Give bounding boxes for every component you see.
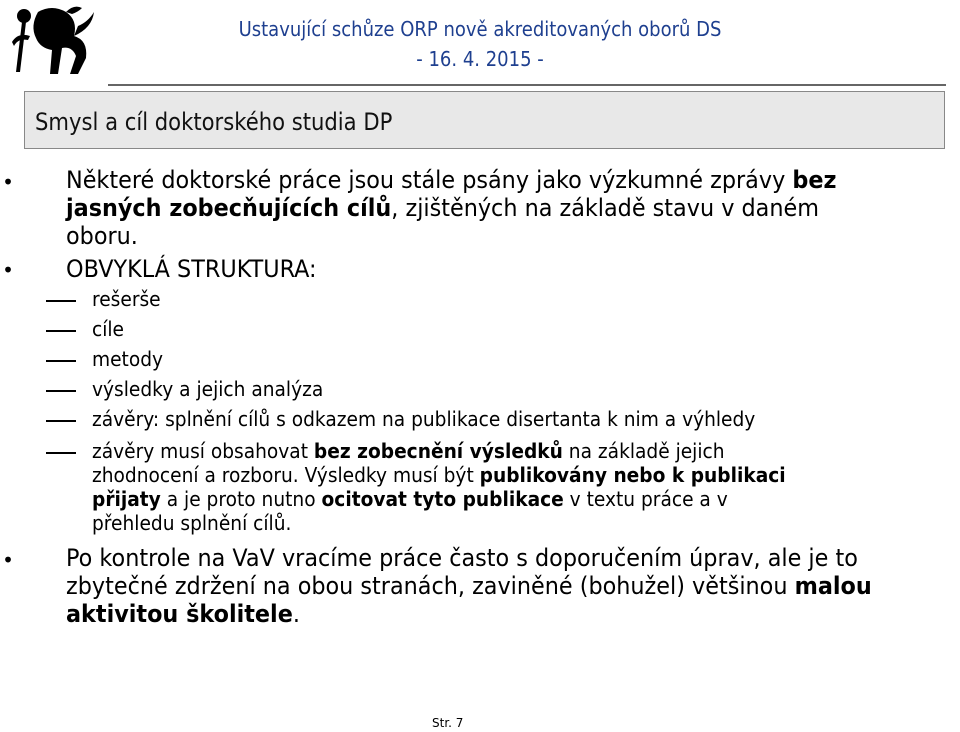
page-number: Str. 7	[432, 716, 464, 730]
bullet-marker: •	[2, 258, 14, 282]
slide-title-box	[24, 91, 945, 149]
bullet1-line3: oboru.	[66, 222, 138, 250]
bullet3-line2	[66, 572, 872, 600]
structure-item: cíle	[92, 317, 125, 341]
bold-text: jasných zobecňujících cílů	[66, 194, 392, 222]
bullet3-line1: Po kontrole na VaV vracíme práce často s doporučením úprav, ale je to	[66, 544, 858, 572]
structure-item: výsledky a jejich analýza	[92, 377, 324, 401]
bullet1-line2	[66, 194, 819, 222]
text: na základě jejich	[562, 439, 725, 463]
structure-item-last-l2	[92, 463, 786, 487]
bold-text: bez zobecnění výsledků	[313, 439, 563, 463]
bold-text: aktivitou školitele	[66, 600, 293, 628]
bullet2-label: OBVYKLÁ STRUKTURA:	[66, 255, 317, 283]
bold-text: malou	[794, 572, 872, 600]
bullet-marker: •	[2, 548, 14, 572]
text: zbytečné zdržení na obou stranách, zaviněné (bohužel) většinou	[66, 572, 795, 600]
text: .	[292, 600, 300, 628]
structure-item-last-l3	[92, 487, 728, 511]
bold-text: ocitovat tyto publikace	[321, 487, 564, 511]
university-lion-logo	[8, 2, 96, 76]
bullet-marker: •	[2, 170, 14, 194]
text: a je proto nutno	[160, 487, 322, 511]
structure-item: závěry: splnění cílů s odkazem na publikace disertanta k nim a výhledy	[92, 407, 756, 431]
bold-text: publikovány nebo k publikaci	[479, 463, 786, 487]
header-divider	[108, 84, 946, 86]
text: zhodnocení a rozboru. Výsledky musí být	[92, 463, 480, 487]
text: závěry musí obsahovat	[92, 439, 314, 463]
text: v textu práce a v	[563, 487, 728, 511]
header-line-2: - 16. 4. 2015 -	[416, 47, 544, 71]
structure-item-last-l1	[92, 439, 725, 463]
structure-item: metody	[92, 347, 164, 371]
presentation-header	[183, 14, 777, 74]
bold-text: bez	[792, 166, 837, 194]
bullet1-line1	[66, 166, 836, 194]
structure-item: rešerše	[92, 287, 161, 311]
text: , zjištěných na základě stavu v daném	[391, 194, 819, 222]
structure-item-last-l4: přehledu splnění cílů.	[92, 511, 292, 535]
slide-title: Smysl a cíl doktorského studia DP	[35, 108, 393, 136]
bullet3-line3	[66, 600, 300, 628]
header-line-1: Ustavující schůze ORP nově akreditovaných oborů DS	[238, 17, 722, 41]
bold-text: přijaty	[92, 487, 161, 511]
text: Některé doktorské práce jsou stále psány jako výzkumné zprávy	[66, 166, 793, 194]
